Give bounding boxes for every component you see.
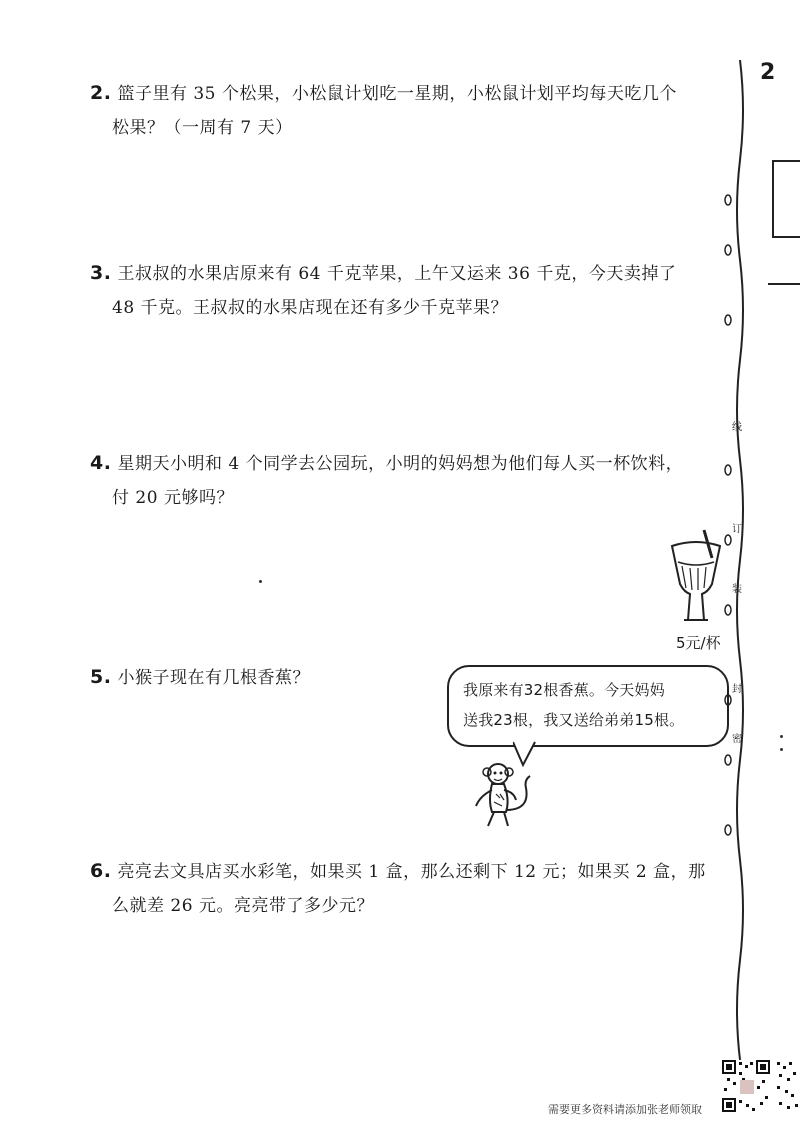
speech-bubble xyxy=(447,665,729,747)
binding-label: 密 xyxy=(732,734,742,745)
question-text-line1: 小猴子现在有几根香蕉？ xyxy=(117,668,310,688)
question-text-line1: 亮亮去文具店买水彩笔，如果买 1 盒，那么还剩下 12 元；如果买 2 盒，那 xyxy=(117,862,706,882)
binding-label: 封 xyxy=(732,684,742,695)
speech-bubble-line1: 我原来有32根香蕉。今天妈妈 xyxy=(463,681,665,699)
divider xyxy=(768,283,800,285)
question-text-line1: 篮子里有 35 个松果，小松鼠计划吃一星期，小松鼠计划平均每天吃几个 xyxy=(117,84,677,104)
question-text-line2: 付 20 元够吗？ xyxy=(112,488,234,508)
speech-bubble-line2: 送我23根，我又送给弟弟15根。 xyxy=(463,711,685,729)
question-text-line1: 王叔叔的水果店原来有 64 千克苹果，上午又运来 36 千克，今天卖掉了 xyxy=(117,264,677,284)
qr-code-icon xyxy=(775,1060,800,1112)
question-number: 2. xyxy=(90,82,112,104)
question-text-line2: 么就差 26 元。亮亮带了多少元？ xyxy=(112,896,374,916)
monkey-icon xyxy=(470,760,540,832)
speech-bubble-text xyxy=(463,675,684,735)
binding-label: 装 xyxy=(732,584,742,595)
question-text-line1: 星期天小明和 4 个同学去公园玩，小明的妈妈想为他们每人买一杯饮料， xyxy=(117,454,684,474)
question-6 xyxy=(90,854,730,923)
binding-label: 订 xyxy=(732,524,742,535)
question-3 xyxy=(90,256,720,325)
page-number: 2 xyxy=(760,60,776,85)
dot xyxy=(780,735,783,738)
question-number: 3. xyxy=(90,262,112,284)
binding-label: 线 xyxy=(732,422,742,433)
dot xyxy=(259,580,262,583)
footer-note: 需要更多资料请添加张老师领取 xyxy=(548,1103,702,1116)
score-box xyxy=(772,160,800,238)
question-number: 5. xyxy=(90,666,112,688)
question-4 xyxy=(90,446,720,515)
question-number: 4. xyxy=(90,452,112,474)
dot xyxy=(780,748,783,751)
question-text-line2: 松果？（一周有 7 天） xyxy=(112,118,293,138)
qr-code-icon xyxy=(722,1060,770,1112)
drink-price: 5元/杯 xyxy=(676,634,721,652)
binding-line xyxy=(700,60,760,1060)
question-text-line2: 48 千克。王叔叔的水果店现在还有多少千克苹果？ xyxy=(112,298,509,318)
question-2 xyxy=(90,76,720,145)
question-number: 6. xyxy=(90,860,112,882)
